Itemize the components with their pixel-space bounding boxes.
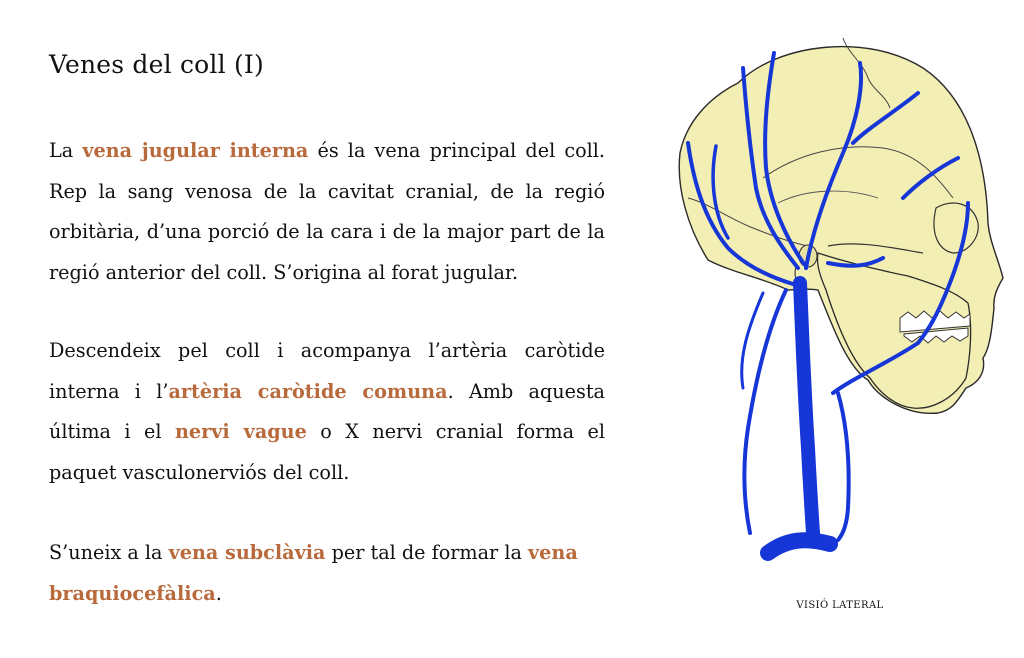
term-nervi-vague: nervi vague bbox=[174, 420, 307, 443]
paragraph-text: Descendeix pel coll i acompanya l’artèria caròtide interna i l’ bbox=[49, 339, 605, 403]
figure-caption: VISIÓ LATERAL bbox=[796, 600, 884, 611]
paragraph-text: per tal de formar la bbox=[325, 541, 529, 564]
term-vena-subclavia: vena subclàvia bbox=[168, 541, 326, 564]
term-vena-jugular-interna: vena jugular interna bbox=[82, 139, 309, 162]
paragraph-2 bbox=[49, 331, 605, 493]
term-vena-braquiocefalica: vena braquiocefàlica bbox=[49, 541, 578, 605]
skull-neck-veins-illustration bbox=[668, 28, 1008, 573]
brachiocephalic-junction bbox=[768, 540, 830, 553]
paragraph-3 bbox=[49, 533, 605, 614]
paragraph-text: o X nervi cranial forma el paquet vasculonerviós del coll. bbox=[49, 420, 605, 484]
term-arteria-carotide-comuna: artèria caròtide comuna bbox=[168, 379, 448, 403]
paragraph-text: La bbox=[49, 139, 83, 162]
paragraph-1 bbox=[49, 131, 605, 293]
page-title: Venes del coll (I) bbox=[49, 50, 264, 79]
paragraph-text: S’uneix a la bbox=[49, 541, 169, 564]
anterior-jugular-vein bbox=[838, 393, 849, 540]
text-column bbox=[49, 131, 605, 652]
internal-jugular-vein bbox=[800, 283, 813, 533]
paragraph-text: . bbox=[215, 581, 222, 605]
paragraph-text: . Amb aquesta última i el bbox=[49, 379, 605, 443]
paragraph-text: és la vena principal del coll. Rep la sang venosa de la cavitat cranial, de la regió orbitària, d’una porció de la cara i de la major part de la regió anterior del coll. S’origina al forat jugular. bbox=[49, 139, 606, 284]
